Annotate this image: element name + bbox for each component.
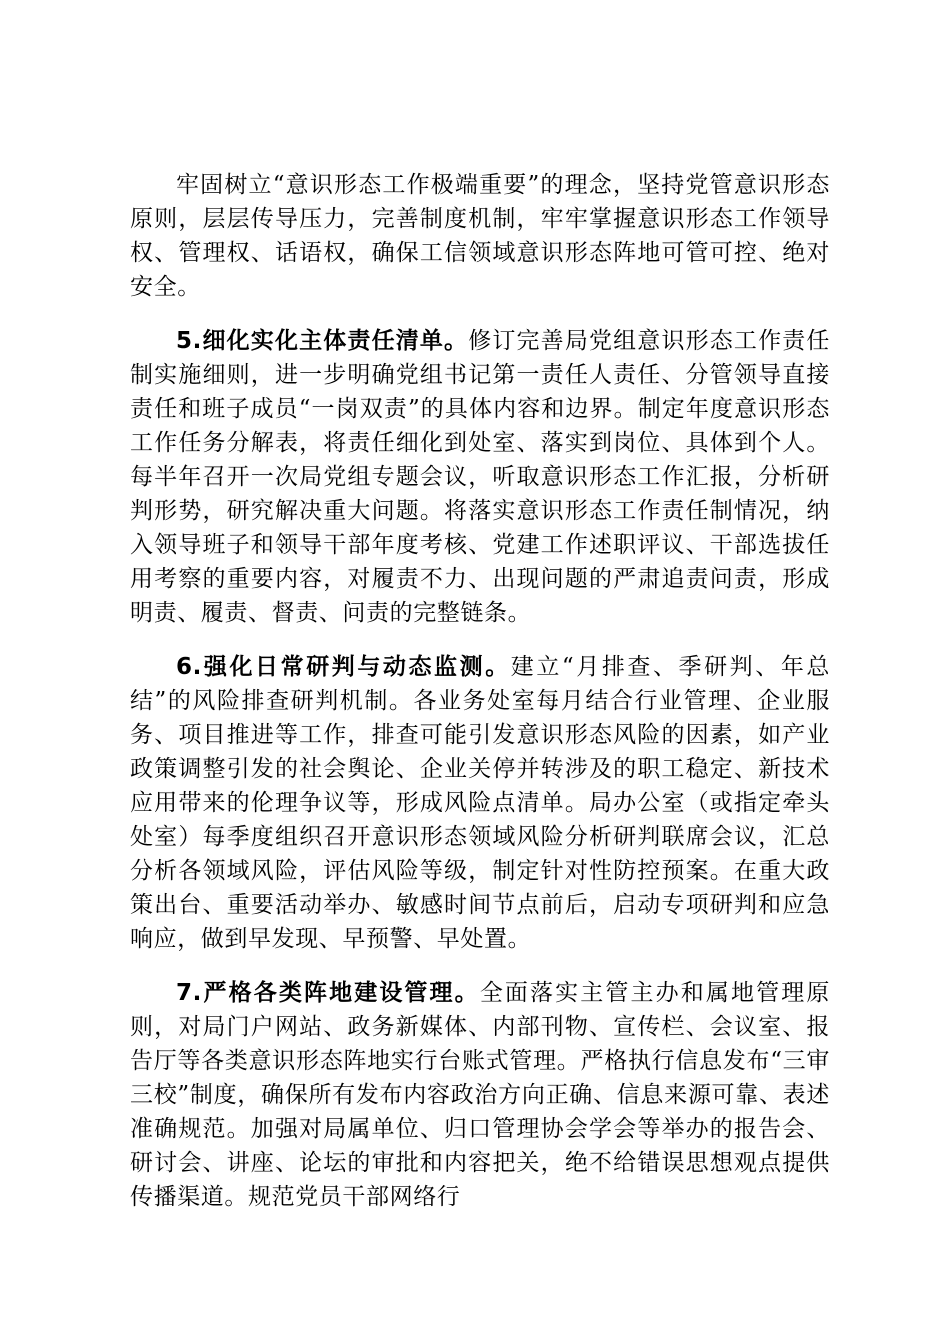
paragraph-text: 牢固树立“意识形态工作极端重要”的理念，坚持党管意识形态原则，层层传导压力，完善制度机制，牢牢掌握意识形态工作领导权、管理权、话语权，确保工信领域意识形态阵地可管可控、绝对安全。: [130, 172, 830, 300]
document-body: [130, 168, 830, 1234]
paragraph-text: 全面落实主管主办和属地管理原则，对局门户网站、政务新媒体、内部刊物、宣传栏、会议室、报告厅等各类意识形态阵地实行台账式管理。严格执行信息发布“三审三校”制度，确保所有发布内容政治方向正确、信息来源可靠、表述准确规范。加强对局属单位、归口管理协会学会等举办的报告会、研讨会、讲座、论坛的审批和内容把关，绝不给错误思想观点提供传播渠道。规范党员干部网络行: [130, 980, 830, 1210]
paragraph-text: 建立“月排查、季研判、年总结”的风险排查研判机制。各业务处室每月结合行业管理、企业服务、项目推进等工作，排查可能引发意识形态风险的因素，如产业政策调整引发的社会舆论、企业关停并转涉及的职工稳定、新技术应用带来的伦理争议等，形成风险点清单。局办公室（或指定牵头处室）每季度组织召开意识形态领域风险分析研判联席会议，汇总分析各领域风险，评估风险等级，制定针对性防控预案。在重大政策出台、重要活动举办、敏感时间节点前后，启动专项研判和应急响应，做到早发现、早预警、早处置。: [130, 654, 831, 952]
paragraph-item-5: [130, 324, 830, 630]
paragraph-intro: [130, 168, 830, 304]
paragraph-text: 修订完善局党组意识形态工作责任制实施细则，进一步明确党组书记第一责任人责任、分管领导直接责任和班子成员“一岗双责”的具体内容和边界。制定年度意识形态工作任务分解表，将责任细化到处室、落实到岗位、具体到个人。每半年召开一次局党组专题会议，听取意识形态工作汇报，分析研判形势，研究解决重大问题。将落实意识形态工作责任制情况，纳入领导班子和领导干部年度考核、党建工作述职评议、干部选拔任用考察的重要内容，对履责不力、出现问题的严肃追责问责，形成明责、履责、督责、问责的完整链条。: [130, 328, 831, 626]
paragraph-lead: 5.细化实化主体责任清单。: [176, 328, 469, 354]
paragraph-lead: 7.严格各类阵地建设管理。: [176, 980, 480, 1006]
paragraph-lead: 6.强化日常研判与动态监测。: [176, 654, 511, 680]
paragraph-item-7: [130, 976, 830, 1214]
paragraph-item-6: [130, 650, 830, 956]
